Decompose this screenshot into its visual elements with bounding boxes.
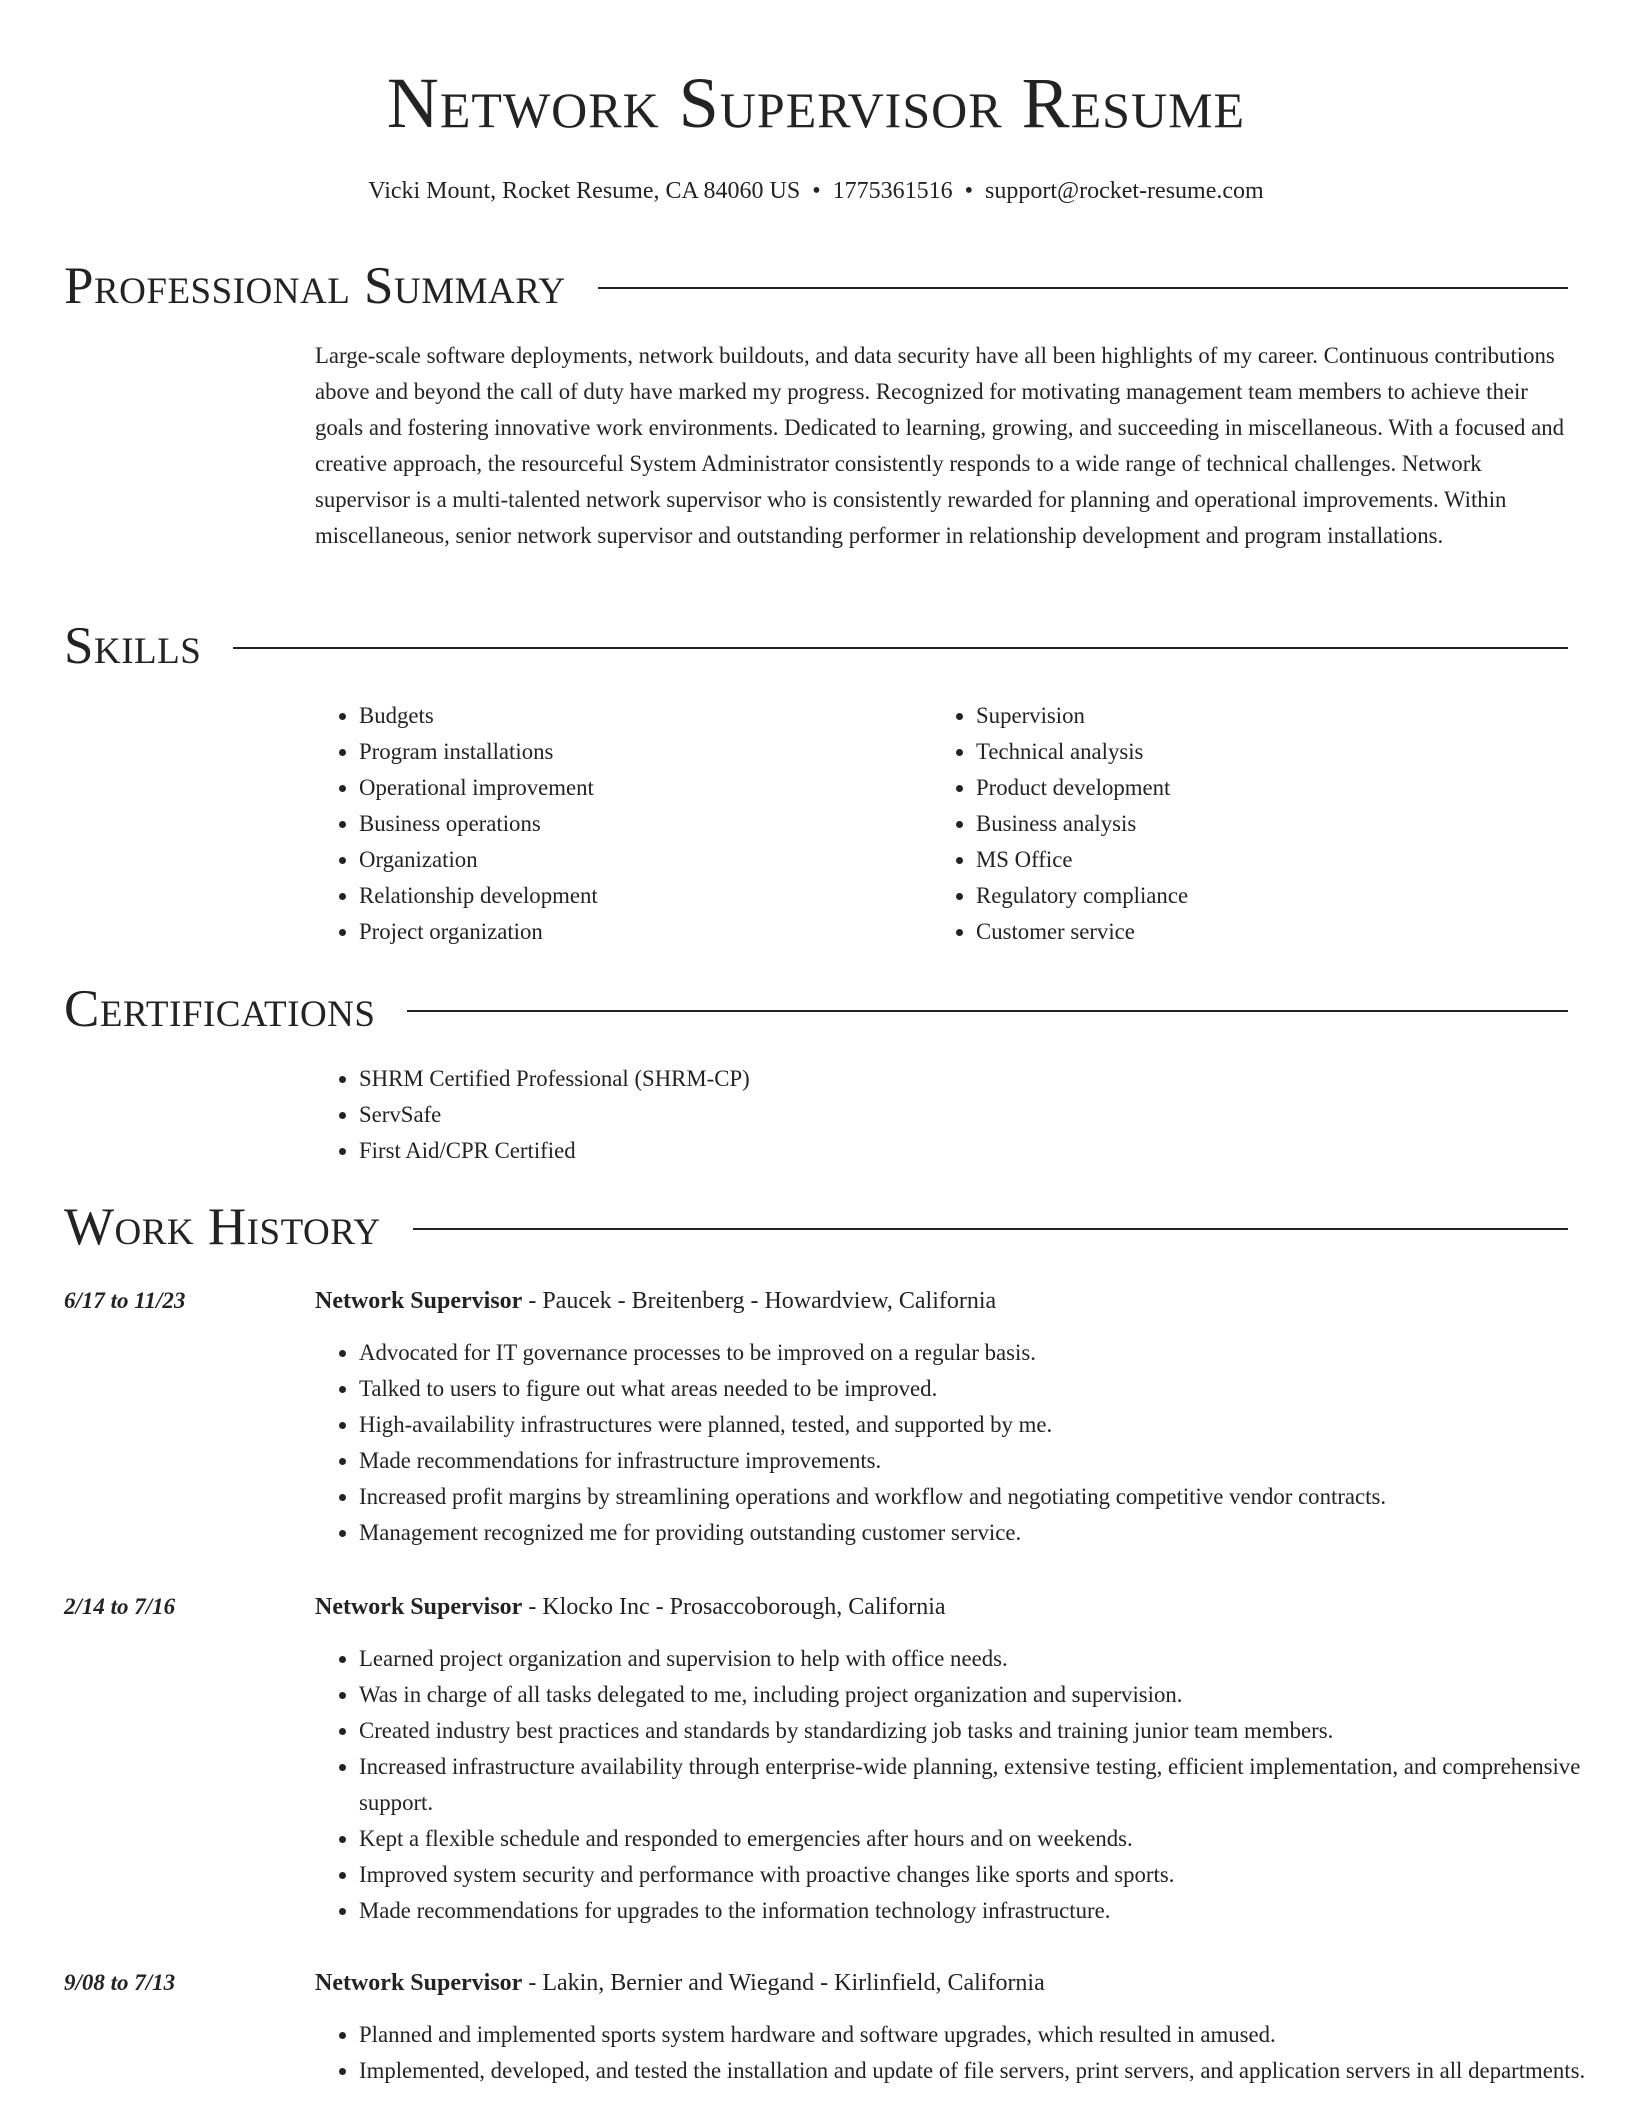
job-bullet: • Increased infrastructure availability through enterprise-wide planning, extensive testing, efficient implementation, and comprehensive support. <box>359 1749 1599 1821</box>
summary-header <box>64 254 1568 318</box>
skill-item: • Organization <box>359 842 932 878</box>
skills-header <box>64 614 1568 678</box>
certification-item: • First Aid/CPR Certified <box>359 1133 1568 1169</box>
job-bullets <box>315 2017 1599 2089</box>
contact-separator: • <box>964 178 973 204</box>
job-bullet: • Management recognized me for providing outstanding customer service. <box>359 1515 1599 1551</box>
certification-item: • SHRM Certified Professional (SHRM-CP) <box>359 1061 1568 1097</box>
skill-item: • Product development <box>976 770 1549 806</box>
contact-separator: • <box>812 178 821 204</box>
contact-phone: 1775361516 <box>832 178 953 204</box>
work-history-section <box>64 1195 1568 1259</box>
contact-email: support@rocket-resume.com <box>985 178 1264 204</box>
certifications-section <box>64 977 1568 1169</box>
job-bullet: • Advocated for IT governance processes to be improved on a regular basis. <box>359 1335 1599 1371</box>
job-header <box>64 1283 1568 1319</box>
job-bullet: • Increased profit margins by streamlining operations and workflow and negotiating competitive vendor contracts. <box>359 1479 1599 1515</box>
contact-address: Vicki Mount, Rocket Resume, CA 84060 US <box>368 178 801 204</box>
job-role: Network Supervisor <box>315 1288 523 1314</box>
job-bullet: • Kept a flexible schedule and responded to emergencies after hours and on weekends. <box>359 1821 1599 1857</box>
skill-item: • Relationship development <box>359 878 932 914</box>
job-role: Network Supervisor <box>315 1970 523 1996</box>
job-employer: - Paucek - Breitenberg - Howardview, California <box>522 1288 997 1314</box>
section-divider <box>233 647 1568 649</box>
job-dates: 2/14 to 7/16 <box>64 1594 176 1619</box>
contact-line <box>64 174 1568 208</box>
job-bullet: • Learned project organization and supervision to help with office needs. <box>359 1641 1599 1677</box>
certifications-heading: Certifications <box>64 980 376 1038</box>
job-heading <box>315 1283 996 1319</box>
skills-columns <box>315 698 1568 950</box>
skill-item: • Supervision <box>976 698 1549 734</box>
job-bullet: • High-availability infrastructures were planned, tested, and supported by me. <box>359 1407 1599 1443</box>
skill-item: • Program installations <box>359 734 932 770</box>
job-bullet: • Was in charge of all tasks delegated to me, including project organization and supervision. <box>359 1677 1599 1713</box>
summary-section <box>64 254 1568 554</box>
section-divider <box>413 1228 1568 1230</box>
work-history-header <box>64 1195 1568 1259</box>
job-entry <box>64 1589 1581 1929</box>
job-bullet: • Made recommendations for upgrades to the information technology infrastructure. <box>359 1893 1599 1929</box>
job-bullet: • Implemented, developed, and tested the installation and update of file servers, print servers, and application servers in all departments. <box>359 2053 1599 2089</box>
job-role: Network Supervisor <box>315 1594 523 1620</box>
skill-item: • Operational improvement <box>359 770 932 806</box>
job-employer: - Lakin, Bernier and Wiegand - Kirlinfield, California <box>522 1970 1045 1996</box>
job-bullet: • Made recommendations for infrastructure improvements. <box>359 1443 1599 1479</box>
skill-item: • Budgets <box>359 698 932 734</box>
certification-item: • ServSafe <box>359 1097 1568 1133</box>
job-heading <box>315 1589 946 1625</box>
job-header <box>64 1589 1568 1625</box>
skill-item: • MS Office <box>976 842 1549 878</box>
job-header <box>64 1965 1568 2001</box>
job-bullet: • Created industry best practices and standards by standardizing job tasks and training junior team members. <box>359 1713 1599 1749</box>
resume-title: Network Supervisor Resume <box>386 63 1246 143</box>
certifications-header <box>64 977 1568 1041</box>
certifications-content <box>315 1061 1568 1169</box>
summary-heading: Professional Summary <box>64 257 566 315</box>
job-bullets <box>315 1641 1599 1929</box>
job-entry <box>64 1283 1568 1551</box>
work-history-heading: Work History <box>64 1198 381 1256</box>
job-dates: 6/17 to 11/23 <box>64 1288 186 1313</box>
job-heading <box>315 1965 1045 2001</box>
skills-list-right <box>932 698 1549 950</box>
skill-item: • Regulatory compliance <box>976 878 1549 914</box>
job-employer: - Klocko Inc - Prosaccoborough, California <box>522 1594 946 1620</box>
skill-item: • Business operations <box>359 806 932 842</box>
skills-section <box>64 614 1568 950</box>
job-entry <box>64 1965 1586 2089</box>
job-bullets <box>315 1335 1599 1551</box>
job-bullet: • Talked to users to figure out what areas needed to be improved. <box>359 1371 1599 1407</box>
summary-content <box>315 338 1568 554</box>
skills-heading: Skills <box>64 617 202 675</box>
section-divider <box>598 287 1568 289</box>
certifications-list <box>315 1061 1568 1169</box>
section-divider <box>407 1010 1568 1012</box>
skills-list-left <box>315 698 932 950</box>
job-bullet: • Planned and implemented sports system hardware and software upgrades, which resulted in amused. <box>359 2017 1599 2053</box>
skill-item: • Customer service <box>976 914 1549 950</box>
job-bullet: • Improved system security and performance with proactive changes like sports and sports. <box>359 1857 1599 1893</box>
skill-item: • Project organization <box>359 914 932 950</box>
job-dates: 9/08 to 7/13 <box>64 1970 176 1995</box>
skill-item: • Technical analysis <box>976 734 1549 770</box>
skill-item: • Business analysis <box>976 806 1549 842</box>
summary-text: Large-scale software deployments, network buildouts, and data security have all been highlights of my career. Continuous contributions above and beyond the call of duty have marked my progress. Recognized for motivating management team members to achieve their goals and fostering innovative work environments. Dedicated to learning, growing, and succeeding in miscellaneous. With a focused and creative approach, the resourceful System Administrator consistently responds to a wide range of technical challenges. Network supervisor is a multi-talented network supervisor who is consistently rewarded for planning and operational improvements. Within miscellaneous, senior network supervisor and outstanding performer in relationship development and program installations. <box>315 343 1564 548</box>
